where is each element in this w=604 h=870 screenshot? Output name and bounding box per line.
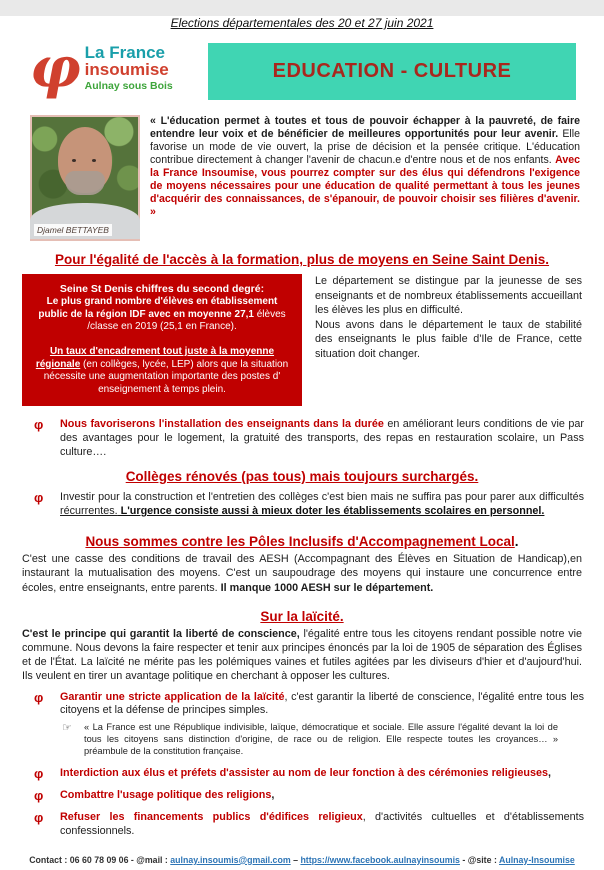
heading-colleges-renoves: Collèges rénovés (pas tous) mais toujours surchargés. [125,468,479,484]
constitution-quote-text: « La France est une République indivisible, laïque, démocratique et sociale. Elle assure l'égalité devant la loi de tous les citoyens sans distinction d'origine, de race ou de religion. Elle respecte toutes les croyances… » préambule de la constitution française. [84,722,558,757]
bullet-text: Interdiction aux élus et préfets d'assister au nom de leur fonction à des cérémonies religieuses, [60,766,551,779]
contact-label: Contact : 06 60 78 09 06 - @mail : [29,854,171,865]
contact-footer: Contact : 06 60 78 09 06 - @mail : aulnay.insoumis@gmail.com – https://www.facebook.aulnayinsoumis - @site : Aulnay-Insoumise [29,854,575,865]
stats-columns [22,274,582,406]
logo-line-city: Aulnay sous Bois [84,80,173,93]
laicite-paragraph: C'est le principe qui garantit la liberté de conscience, l'égalité entre tous les citoyens rendant possible notre vie commune. Nous devons la faire respecter et tenir aux principes énoncés par la loi de 1905 de séparation des Églises et de l'État. La laïcité ne mérite pas les polémiques vaines et futiles agitées par les diviseurs d'hier et d'aujourd'hui. Ils veulent en tirer un avantage politique en cherchant à opposer les cultures. [22,627,583,682]
heading-laicite: Sur la laïcité. [260,608,344,624]
bullet-garantir-laicite [34,691,584,719]
quote-bold-part: « L'éducation permet à toutes et tous de pouvoir échapper à la pauvreté, de faire entendre leur voix et de bénéficier de meilleures opportunités pour leur avenir. [150,115,580,141]
photo-face [58,127,112,193]
candidate-photo [30,115,140,241]
email-link[interactable]: aulnay.insoumis@gmail.com [170,854,291,865]
bullet-enseignants-duree [34,418,584,459]
facebook-link[interactable]: https://www.facebook.aulnayinsoumis [300,854,460,865]
phi-bullet-icon: φ [34,810,44,826]
bullet-refuser-financements [34,811,584,839]
phi-bullet-icon: φ [34,689,44,705]
candidate-quote-section [30,115,580,241]
lfi-logo [30,35,208,101]
bullet-text: Combattre l'usage politique des religions, [60,788,275,801]
flyer-page [0,16,604,870]
phi-logo-icon: φ [30,35,81,101]
pointing-hand-icon: ☞ [62,722,72,735]
quote-red-part: Avec la France Insoumise, vous pourrez compter sur des élus qui défendrons l'exigence de moyens nécessaires pour une éducation de qualité permettant à tous les jeunes d'acquérir des connaissances, de s'épanouir, de pouvoir choisir ses filières d'avenir. » [150,154,580,219]
bullet-interdiction-elus [34,767,584,781]
constitution-quote [62,721,558,757]
quote-regular-part: Elle favorise un mode de vie ouvert, la prise de décision et la pensée critique. L'éducation contribue directement à changer l'avenir de chacun.e d'entre nous et de nos enfants. [150,128,580,167]
photo-beard [65,171,105,195]
title-banner [208,43,576,100]
phi-bullet-icon: φ [34,787,44,803]
seine-st-denis-stat-box [22,274,302,406]
aesh-paragraph: C'est une casse des conditions de travail des AESH (Accompagnant des Élèves en Situation de Handicap),en instaurant la mutualisation des moyens. C'est un saupoudrage des moyens qui instaure une concurrence entre écoles, entre enseignants, entre parents. Il manque 1000 AESH sur le département. [22,553,582,594]
bullet-text: Refuser les financements publics d'édifices religieux, d'activités cultuelles et d'établissements confessionnels. [60,811,584,837]
photo-eye-left [72,159,76,162]
phi-bullet-icon: φ [34,417,44,433]
logo-line-la-france: La France [84,42,165,62]
election-date-line: Elections départementales des 20 et 27 juin 2021 [170,16,434,30]
stat-box-para2: Un taux d'encadrement tout juste à la moyenne régionale (en collèges, lycée, LEP) alors que la situation nécessite une augmentation importante des postes d' enseignement à temps plein. [35,346,289,395]
page-title: EDUCATION - CULTURE [272,60,512,82]
site-link[interactable]: Aulnay-Insoumise [499,854,575,865]
heading-egalite-acces: Pour l'égalité de l'accès à la formation, plus de moyens en Seine Saint Denis. [54,252,550,267]
bullet-text: Nous favoriserons l'installation des enseignants dans la durée en améliorant leurs conditions de vie par des avantages pour le logement, la gratuité des transports, des repas en restauration scolaire, un Pass culture…. [60,418,584,458]
bullet-combattre-religions [34,789,584,803]
photo-eye-right [92,159,96,162]
photo-caption: Djamel BETTAYEB [34,224,112,236]
bullet-investir-colleges [34,491,584,519]
header-row [30,35,576,101]
stat-box-title: Seine St Denis chiffres du second degré: [59,283,265,295]
logo-line-insoumise: insoumise [84,60,169,80]
bullet-text: Investir pour la construction et l'entretien des collèges c'est bien mais ne suffira pas pour parer aux difficultés récurrentes. L'urgence consiste aussi à mieux doter les établissements scolaires en personnel. [60,490,584,517]
logo-text [85,44,173,93]
quote-text [150,115,580,241]
phi-bullet-icon: φ [34,489,44,505]
heading-poles-inclusifs: Nous sommes contre les Pôles Inclusifs d'Accompagnement Local. [85,534,519,550]
department-para1: Le département se distingue par la jeunesse de ses enseignants et de nombreux établissements accueillant les élèves les plus en difficulté. [315,275,582,317]
department-description [315,274,582,406]
department-para2: Nous avons dans le département le taux de stabilité des enseignants le plus faible d'Ile de France, cette situation doit changer. [315,318,582,360]
stat-box-para1: Le plus grand nombre d'élèves en établissement public de la région IDF avec en moyenne 27,1 élèves /classe en 2019 (25,1 en France). [38,296,286,333]
bullet-text: Garantir une stricte application de la laïcité, c'est garantir la liberté de conscience, l'égalité entre tous les citoyens et la défense de principes simples. [60,690,584,717]
phi-bullet-icon: φ [34,765,44,781]
